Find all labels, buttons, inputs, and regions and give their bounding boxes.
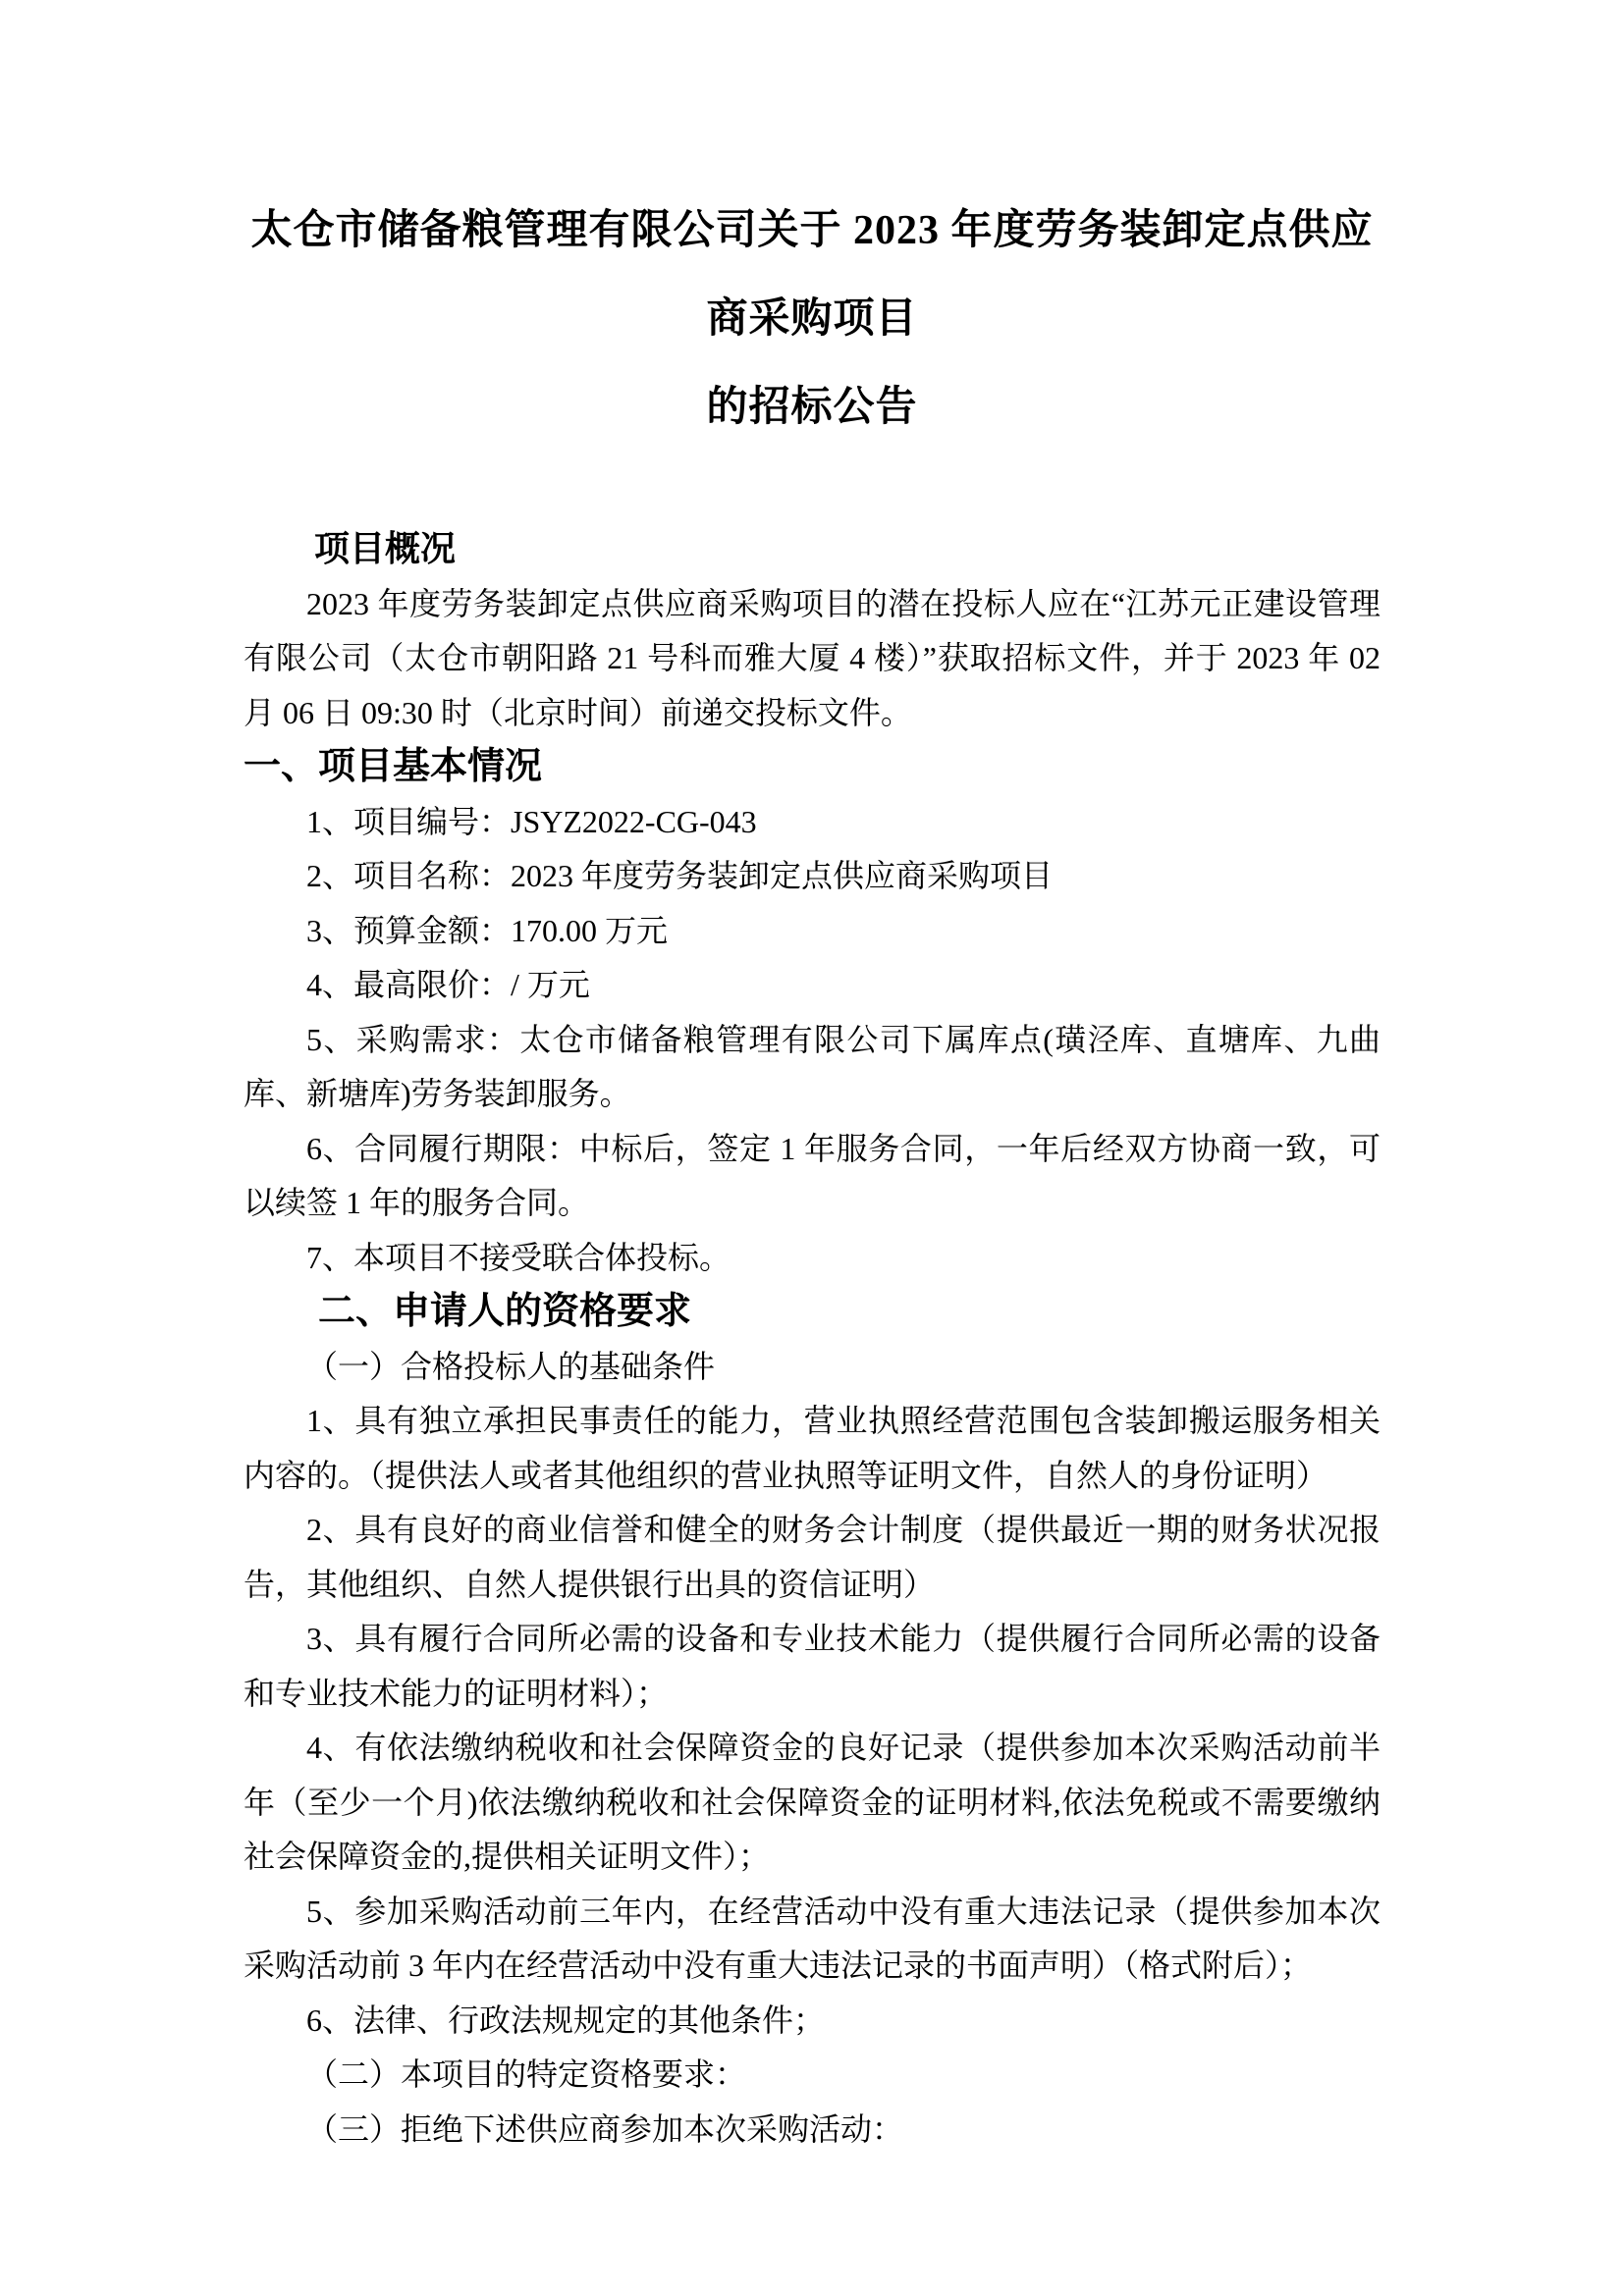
section1-item-7: 7、本项目不接受联合体投标。 bbox=[306, 1239, 731, 1275]
document-title-line2: 的招标公告 bbox=[706, 385, 918, 430]
section2-sub1-heading: （一）合格投标人的基础条件 bbox=[306, 1348, 716, 1384]
section2-item-2: 2、具有良好的商业信誉和健全的财务会计制度（提供最近一期的财务状况报告，其他组织、自然人提供银行出具的资信证明） bbox=[244, 1512, 1380, 1602]
section2-sub3-heading: （三）拒绝下述供应商参加本次采购活动： bbox=[306, 2110, 904, 2147]
section1-item-1: 1、项目编号：JSYZ2022-CG-043 bbox=[306, 803, 757, 839]
section2-heading: 二、申请人的资格要求 bbox=[318, 1291, 692, 1332]
section1-heading: 一、项目基本情况 bbox=[244, 746, 543, 787]
section1-item-4: 4、最高限价：/ 万元 bbox=[306, 967, 590, 1002]
section1-item-3: 3、预算金额：170.00 万元 bbox=[306, 912, 669, 948]
overview-paragraph: 2023 年度劳务装卸定点供应商采购项目的潜在投标人应在“江苏元正建设管理有限公司（太仓市朝阳路 21 号科而雅大厦 4 楼）”获取招标文件，并于 2023 年 02 月 06 日 09:30 时（北京时间）前递交投标文件。 bbox=[244, 585, 1380, 730]
document-body bbox=[244, 522, 1380, 2157]
section2-item-5: 5、参加采购活动前三年内，在经营活动中没有重大违法记录（提供参加本次采购活动前 3 年内在经营活动中没有重大违法记录的书面声明）（格式附后）； bbox=[244, 1893, 1380, 1983]
section2-sub2-heading: （二）本项目的特定资格要求： bbox=[306, 2056, 747, 2092]
section2-item-6: 6、法律、行政法规规定的其他条件； bbox=[306, 2002, 826, 2038]
document-content bbox=[0, 187, 1624, 2157]
section2-item-4: 4、有依法缴纳税收和社会保障资金的良好记录（提供参加本次采购活动前半年（至少一个月)依法缴纳税收和社会保障资金的证明材料,依法免税或不需要缴纳社会保障资金的,提供相关证明文件）； bbox=[244, 1730, 1380, 1874]
section1-item-2: 2、项目名称：2023 年度劳务装卸定点供应商采购项目 bbox=[306, 858, 1054, 893]
document-title bbox=[244, 187, 1380, 452]
section1-item-5: 5、采购需求：太仓市储备粮管理有限公司下属库点(璜泾库、直塘库、九曲库、新塘库)劳务装卸服务。 bbox=[244, 1021, 1380, 1111]
document-title-line1: 太仓市储备粮管理有限公司关于 2023 年度劳务装卸定点供应商采购项目 bbox=[250, 208, 1374, 342]
section2-item-3: 3、具有履行合同所必需的设备和专业技术能力（提供履行合同所必需的设备和专业技术能力的证明材料）； bbox=[244, 1621, 1380, 1711]
overview-heading: 项目概况 bbox=[314, 529, 457, 568]
section1-item-6: 6、合同履行期限：中标后，签定 1 年服务合同，一年后经双方协商一致，可以续签 1 年的服务合同。 bbox=[244, 1130, 1380, 1220]
section2-item-1: 1、具有独立承担民事责任的能力，营业执照经营范围包含装卸搬运服务相关内容的。（提供法人或者其他组织的营业执照等证明文件，自然人的身份证明） bbox=[244, 1403, 1380, 1493]
